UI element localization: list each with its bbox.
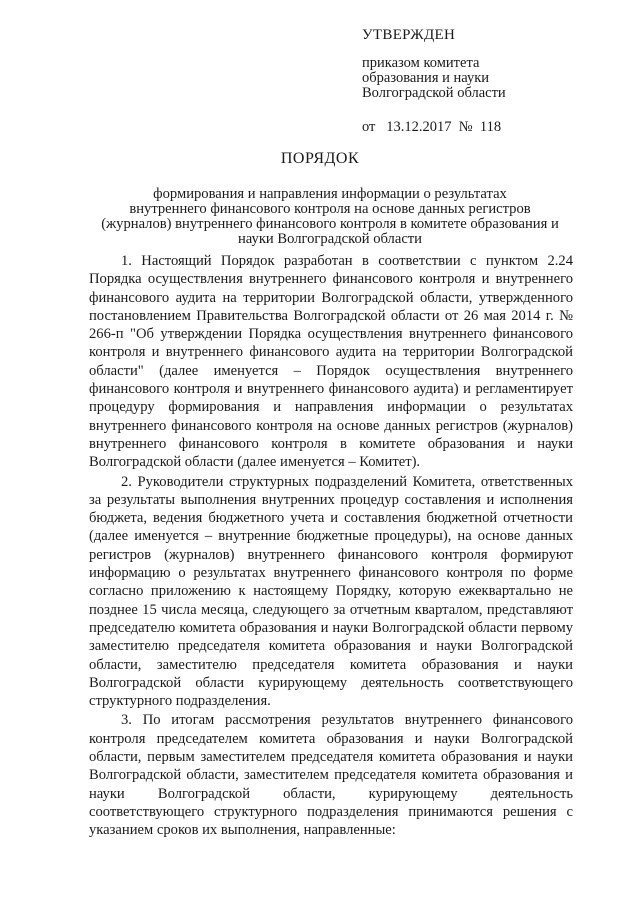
paragraph-2: 2. Руководители структурных подразделений Комитета, ответственных за результаты выполнения внутренних процедур составления и исполнения бюджета, ведения бюджетного учета и составления бюджетной отчетности (далее именуется – внутренние бюджетные процедуры), на основе данных регистров (журналов) внутреннего финансового контроля формируют информацию о результатах внутреннего финансового контроля по форме согласно приложению к настоящему Порядку, которую ежеквартально не позднее 15 числа месяца, следующего за отчетным кварталом, представляют председателю комитета образования и науки Волгоградской области первому заместителю председателя комитета образования и науки Волгоградской области, заместителю председателя комитета образования и науки Волгоградской области курирующему деятельность соответствующего структурного подразделения.	[89, 473, 573, 710]
approval-line: Волгоградской области	[362, 85, 506, 101]
approval-line: приказом комитета	[362, 55, 480, 71]
order-number: 118	[479, 119, 502, 135]
approval-heading: УТВЕРЖДЕН	[362, 27, 456, 43]
order-date: 13.12.2017	[386, 119, 452, 135]
subtitle-line: формирования и направления информации о результатах	[153, 186, 507, 202]
approval-block	[362, 26, 582, 136]
order-date-number	[362, 118, 582, 136]
document-subtitle	[90, 187, 570, 247]
date-prefix: от	[362, 119, 376, 135]
document-title: ПОРЯДОК	[280, 150, 360, 167]
paragraph-1: 1. Настоящий Порядок разработан в соответствии с пунктом 2.24 Порядка осуществления внутреннего финансового контроля и внутреннего финансового аудита на территории Волгоградской области, утвержденного постановлением Правительства Волгоградской области от 26 мая 2014 г. № 266-п "Об утверждении Порядка осуществления внутреннего финансового контроля и внутреннего финансового аудита на территории Волгоградской области" (далее именуется – Порядок осуществления внутреннего финансового контроля и внутреннего финансового аудита) и регламентирует процедуру формирования и направления информации о результатах внутреннего финансового контроля на основе данных регистров (журналов) внутреннего финансового контроля в комитете образования и науки Волгоградской области (далее именуется – Комитет).	[89, 253, 573, 471]
number-sign: №	[458, 119, 473, 135]
document-body	[89, 252, 573, 840]
subtitle-line: (журналов) внутреннего финансового контроля в комитете образования и	[101, 216, 559, 232]
subtitle-line: науки Волгоградской области	[238, 231, 422, 247]
approval-line: образования и науки	[362, 70, 490, 86]
subtitle-line: внутреннего финансового контроля на основе данных регистров	[129, 201, 531, 217]
paragraph-3: 3. По итогам рассмотрения результатов внутреннего финансового контроля председателем комитета образования и науки Волгоградской области, первым заместителем председателя комитета образования и науки Волгоградской области, заместителем председателя комитета образования и науки Волгоградской области, курирующему деятельность соответствующего структурного подразделения принимаются решения с указанием сроков их выполнения, направленные:	[89, 712, 573, 839]
